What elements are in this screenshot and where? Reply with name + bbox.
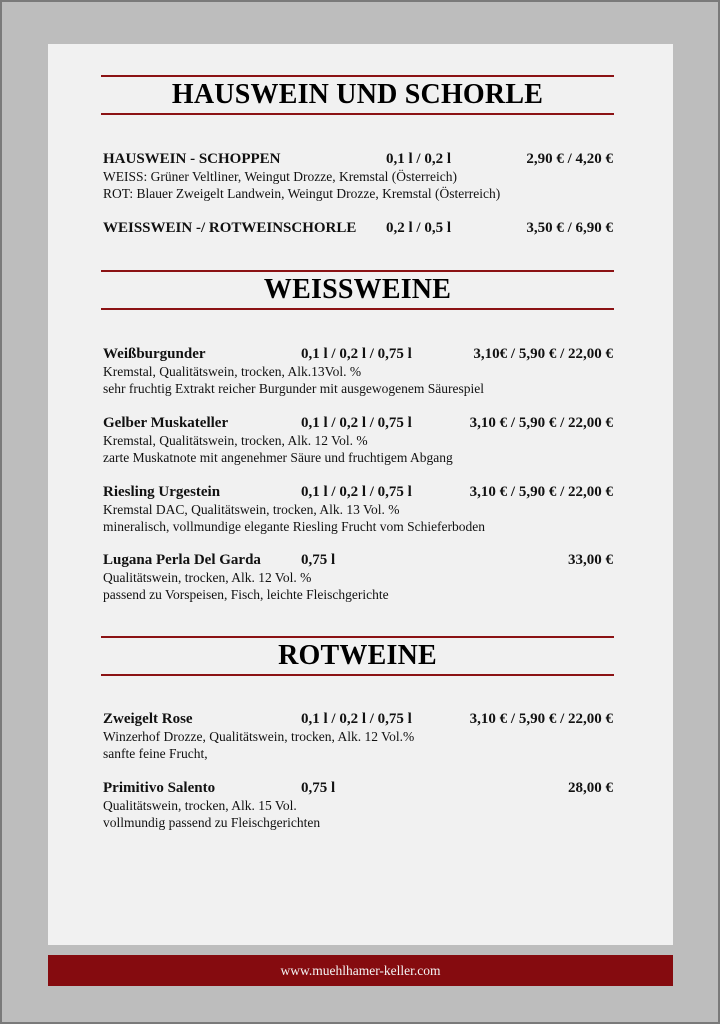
wine-price: 3,50 € / 6,90 €	[526, 220, 613, 236]
wine-name: Lugana Perla Del Garda	[103, 552, 261, 568]
menu-item-lugana	[103, 552, 613, 603]
website-link[interactable]: www.muehlhamer-keller.com	[280, 963, 441, 978]
wine-description: Qualitätswein, trocken, Alk. 15 Vol.	[103, 798, 297, 813]
section-header-rotweine	[101, 636, 614, 676]
wine-description: Kremstal DAC, Qualitätswein, trocken, Alk. 13 Vol. %	[103, 502, 400, 517]
menu-item-weissburgunder	[103, 346, 613, 397]
menu-item-gelber-muskateller	[103, 415, 613, 466]
wine-price: 2,90 € / 4,20 €	[526, 151, 613, 167]
wine-description: Qualitätswein, trocken, Alk. 12 Vol. %	[103, 570, 312, 585]
menu-item-hauswein-schoppen	[103, 151, 613, 202]
wine-name: HAUSWEIN - SCHOPPEN	[103, 151, 281, 167]
wine-price: 28,00 €	[568, 780, 613, 796]
wine-name: WEISSWEIN -/ ROTWEINSCHORLE	[103, 220, 357, 236]
wine-price: 3,10€ / 5,90 € / 22,00 €	[473, 346, 613, 362]
wine-description: Kremstal, Qualitätswein, trocken, Alk. 12 Vol. %	[103, 433, 368, 448]
wine-name: Zweigelt Rose	[103, 711, 193, 727]
wine-description: sanfte feine Frucht,	[103, 746, 208, 761]
wine-description: ROT: Blauer Zweigelt Landwein, Weingut Drozze, Kremstal (Österreich)	[103, 186, 501, 201]
menu-item-schorle	[103, 220, 613, 237]
wine-description: sehr fruchtig Extrakt reicher Burgunder mit ausgewogenem Säurespiel	[103, 381, 485, 396]
wine-description: passend zu Vorspeisen, Fisch, leichte Fleischgerichte	[103, 587, 389, 602]
footer-bar	[48, 955, 673, 986]
wine-size: 0,2 l / 0,5 l	[386, 220, 452, 236]
wine-size: 0,1 l / 0,2 l / 0,75 l	[301, 346, 412, 362]
menu-page	[48, 44, 673, 945]
wine-size: 0,1 l / 0,2 l / 0,75 l	[301, 484, 412, 500]
wine-size: 0,75 l	[301, 552, 336, 568]
wine-size: 0,75 l	[301, 780, 336, 796]
wine-size: 0,1 l / 0,2 l	[386, 151, 452, 167]
wine-price: 3,10 € / 5,90 € / 22,00 €	[469, 484, 613, 500]
wine-description: WEISS: Grüner Veltliner, Weingut Drozze, Kremstal (Österreich)	[103, 169, 458, 184]
wine-description: vollmundig passend zu Fleischgerichten	[103, 815, 321, 830]
wine-name: Gelber Muskateller	[103, 415, 229, 431]
section-rule-bottom	[101, 674, 614, 676]
wine-description: Kremstal, Qualitätswein, trocken, Alk.13Vol. %	[103, 364, 362, 379]
wine-description: mineralisch, vollmundige elegante Riesling Frucht vom Schieferboden	[103, 519, 486, 534]
menu-item-primitivo	[103, 780, 613, 831]
wine-size: 0,1 l / 0,2 l / 0,75 l	[301, 711, 412, 727]
wine-size: 0,1 l / 0,2 l / 0,75 l	[301, 415, 412, 431]
wine-description: zarte Muskatnote mit angenehmer Säure und fruchtigem Abgang	[103, 450, 453, 465]
wine-name: Riesling Urgestein	[103, 484, 221, 500]
wine-name: Weißburgunder	[103, 346, 206, 362]
section-title: HAUSWEIN UND SCHORLE	[171, 79, 544, 110]
section-rule-bottom	[101, 113, 614, 115]
section-header-hauswein	[101, 75, 614, 115]
wine-description: Winzerhof Drozze, Qualitätswein, trocken, Alk. 12 Vol.%	[103, 729, 415, 744]
wine-name: Primitivo Salento	[103, 780, 216, 796]
wine-price: 3,10 € / 5,90 € / 22,00 €	[469, 415, 613, 431]
section-header-weissweine	[101, 270, 614, 310]
section-title: ROTWEINE	[278, 640, 437, 671]
wine-price: 3,10 € / 5,90 € / 22,00 €	[469, 711, 613, 727]
wine-price: 33,00 €	[568, 552, 613, 568]
section-rule-bottom	[101, 308, 614, 310]
menu-item-zweigelt-rose	[103, 711, 613, 762]
section-title: WEISSWEINE	[263, 274, 452, 305]
menu-item-riesling-urgestein	[103, 484, 613, 535]
